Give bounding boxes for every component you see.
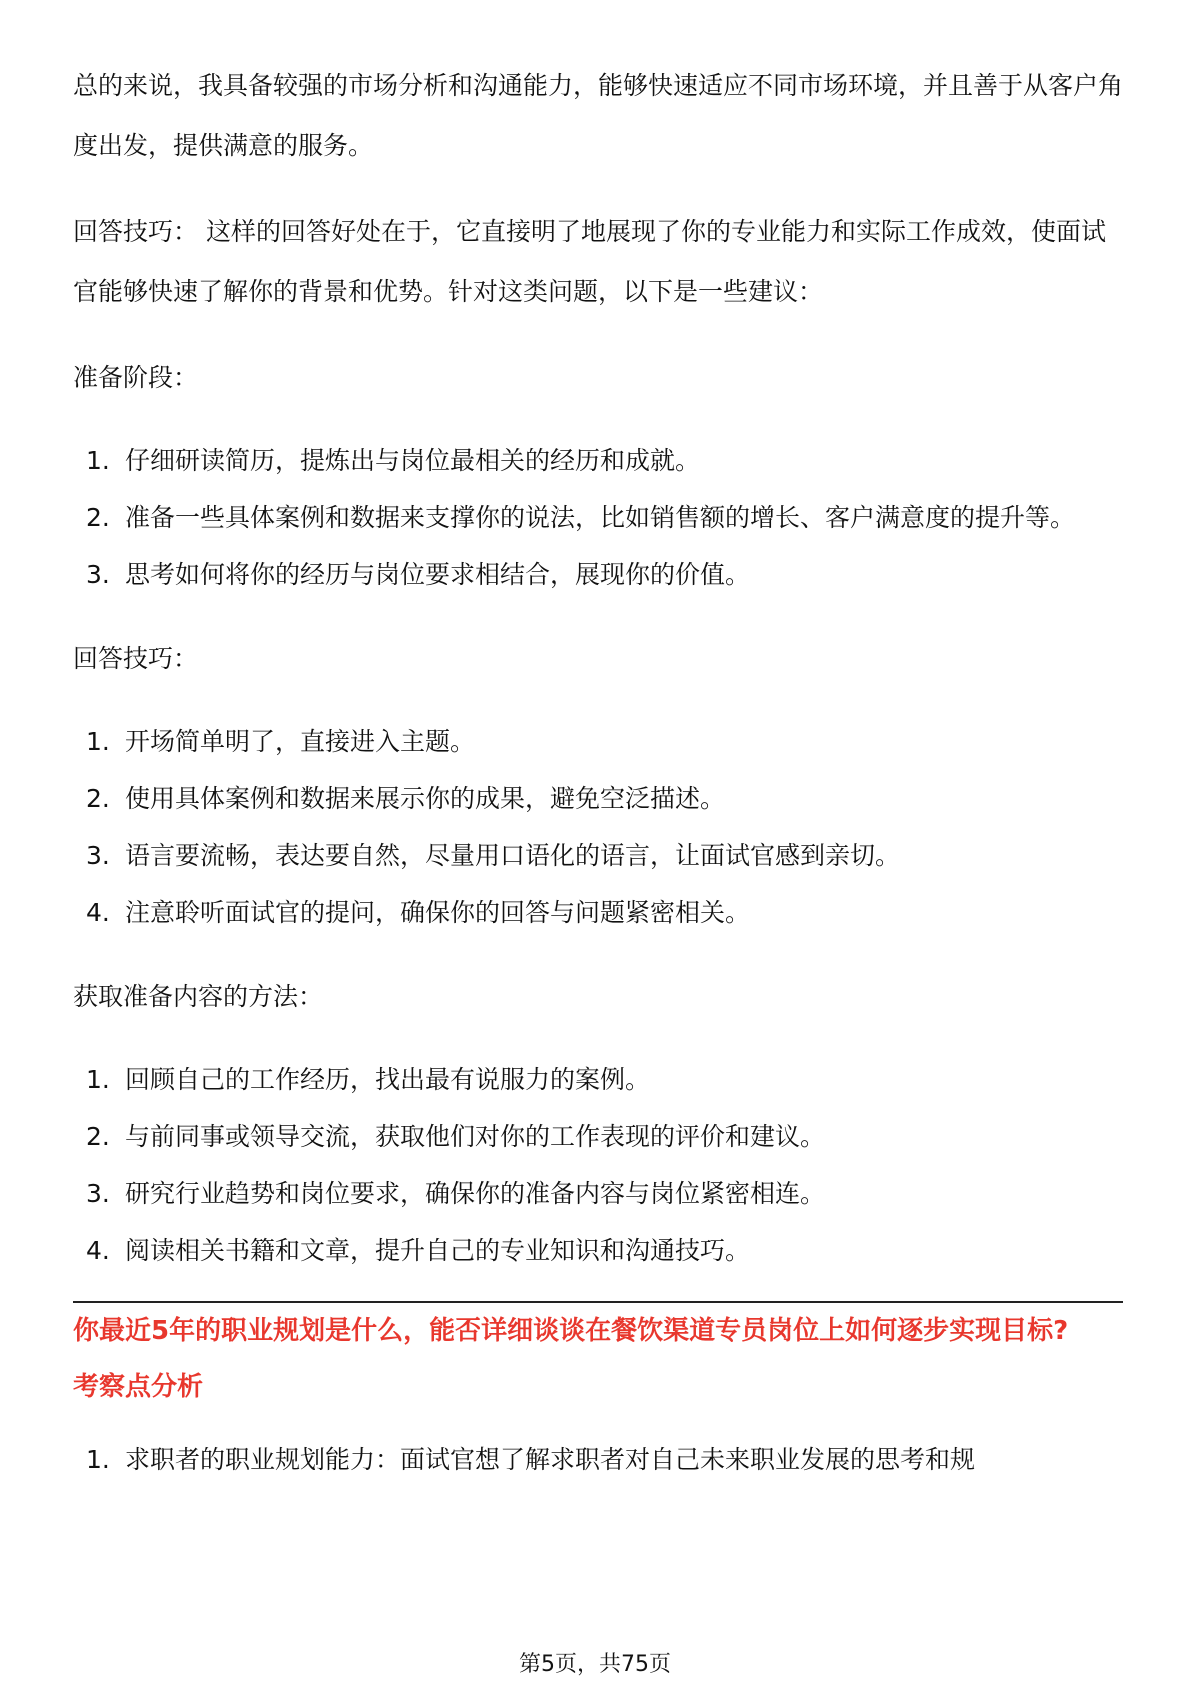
list-item-text: 开场简单明了，直接进入主题。 bbox=[125, 727, 476, 756]
section-divider bbox=[73, 1301, 1123, 1303]
document-content bbox=[73, 56, 1123, 1488]
list-item bbox=[73, 432, 1123, 489]
list-item bbox=[73, 770, 1123, 827]
list-item-text: 思考如何将你的经历与岗位要求相结合，展现你的价值。 bbox=[125, 560, 751, 589]
list-number: 1. bbox=[86, 1065, 110, 1094]
answer-tip-paragraph: 回答技巧： 这样的回答好处在于，它直接明了地展现了你的专业能力和实际工作成效，使面试官能够快速了解你的背景和优势。针对这类问题，以下是一些建议： bbox=[73, 217, 1106, 306]
list-item bbox=[73, 1222, 1123, 1279]
interview-question: 你最近5年的职业规划是什么，能否详细谈谈在餐饮渠道专员岗位上如何逐步实现目标? bbox=[73, 1316, 1069, 1346]
list-item bbox=[73, 489, 1123, 546]
summary-paragraph: 总的来说，我具备较强的市场分析和沟通能力，能够快速适应不同市场环境，并且善于从客户角度出发，提供满意的服务。 bbox=[73, 71, 1124, 160]
list-item bbox=[73, 713, 1123, 770]
list-number: 1. bbox=[86, 446, 110, 475]
list-number: 3. bbox=[86, 1179, 110, 1208]
list-item bbox=[73, 546, 1123, 603]
list-item-text: 与前同事或领导交流，获取他们对你的工作表现的评价和建议。 bbox=[125, 1122, 826, 1151]
list-number: 2. bbox=[86, 503, 110, 532]
analysis-list bbox=[73, 1431, 1123, 1488]
list-item bbox=[73, 1165, 1123, 1222]
list-item-text: 注意聆听面试官的提问，确保你的回答与问题紧密相关。 bbox=[125, 898, 751, 927]
answer-skills-heading: 回答技巧： bbox=[73, 644, 199, 673]
list-number: 3. bbox=[86, 841, 110, 870]
list-item-text: 回顾自己的工作经历，找出最有说服力的案例。 bbox=[125, 1065, 651, 1094]
list-item-text: 研究行业趋势和岗位要求，确保你的准备内容与岗位紧密相连。 bbox=[125, 1179, 826, 1208]
list-number: 4. bbox=[86, 898, 110, 927]
prep-stage-list bbox=[73, 432, 1123, 603]
list-item-text: 语言要流畅，表达要自然，尽量用口语化的语言，让面试官感到亲切。 bbox=[125, 841, 901, 870]
answer-skills-list bbox=[73, 713, 1123, 941]
list-number: 4. bbox=[86, 1236, 110, 1265]
page-number: 第5页，共75页 bbox=[519, 1652, 671, 1677]
list-item-text: 求职者的职业规划能力：面试官想了解求职者对自己未来职业发展的思考和规 bbox=[125, 1445, 976, 1474]
list-item-text: 仔细研读简历，提炼出与岗位最相关的经历和成就。 bbox=[125, 446, 701, 475]
list-item-text: 阅读相关书籍和文章，提升自己的专业知识和沟通技巧。 bbox=[125, 1236, 751, 1265]
list-item-text: 使用具体案例和数据来展示你的成果，避免空泛描述。 bbox=[125, 784, 726, 813]
prep-stage-heading: 准备阶段： bbox=[73, 363, 199, 392]
list-item-text: 准备一些具体案例和数据来支撑你的说法，比如销售额的增长、客户满意度的提升等。 bbox=[125, 503, 1076, 532]
list-item bbox=[73, 1108, 1123, 1165]
list-item bbox=[73, 884, 1123, 941]
list-number: 2. bbox=[86, 784, 110, 813]
list-number: 1. bbox=[86, 727, 110, 756]
methods-heading: 获取准备内容的方法： bbox=[73, 982, 324, 1011]
list-item bbox=[73, 827, 1123, 884]
methods-list bbox=[73, 1051, 1123, 1279]
list-number: 1. bbox=[86, 1445, 110, 1474]
list-number: 2. bbox=[86, 1122, 110, 1151]
analysis-heading: 考察点分析 bbox=[73, 1372, 204, 1402]
list-number: 3. bbox=[86, 560, 110, 589]
list-item bbox=[73, 1431, 1123, 1488]
list-item bbox=[73, 1051, 1123, 1108]
